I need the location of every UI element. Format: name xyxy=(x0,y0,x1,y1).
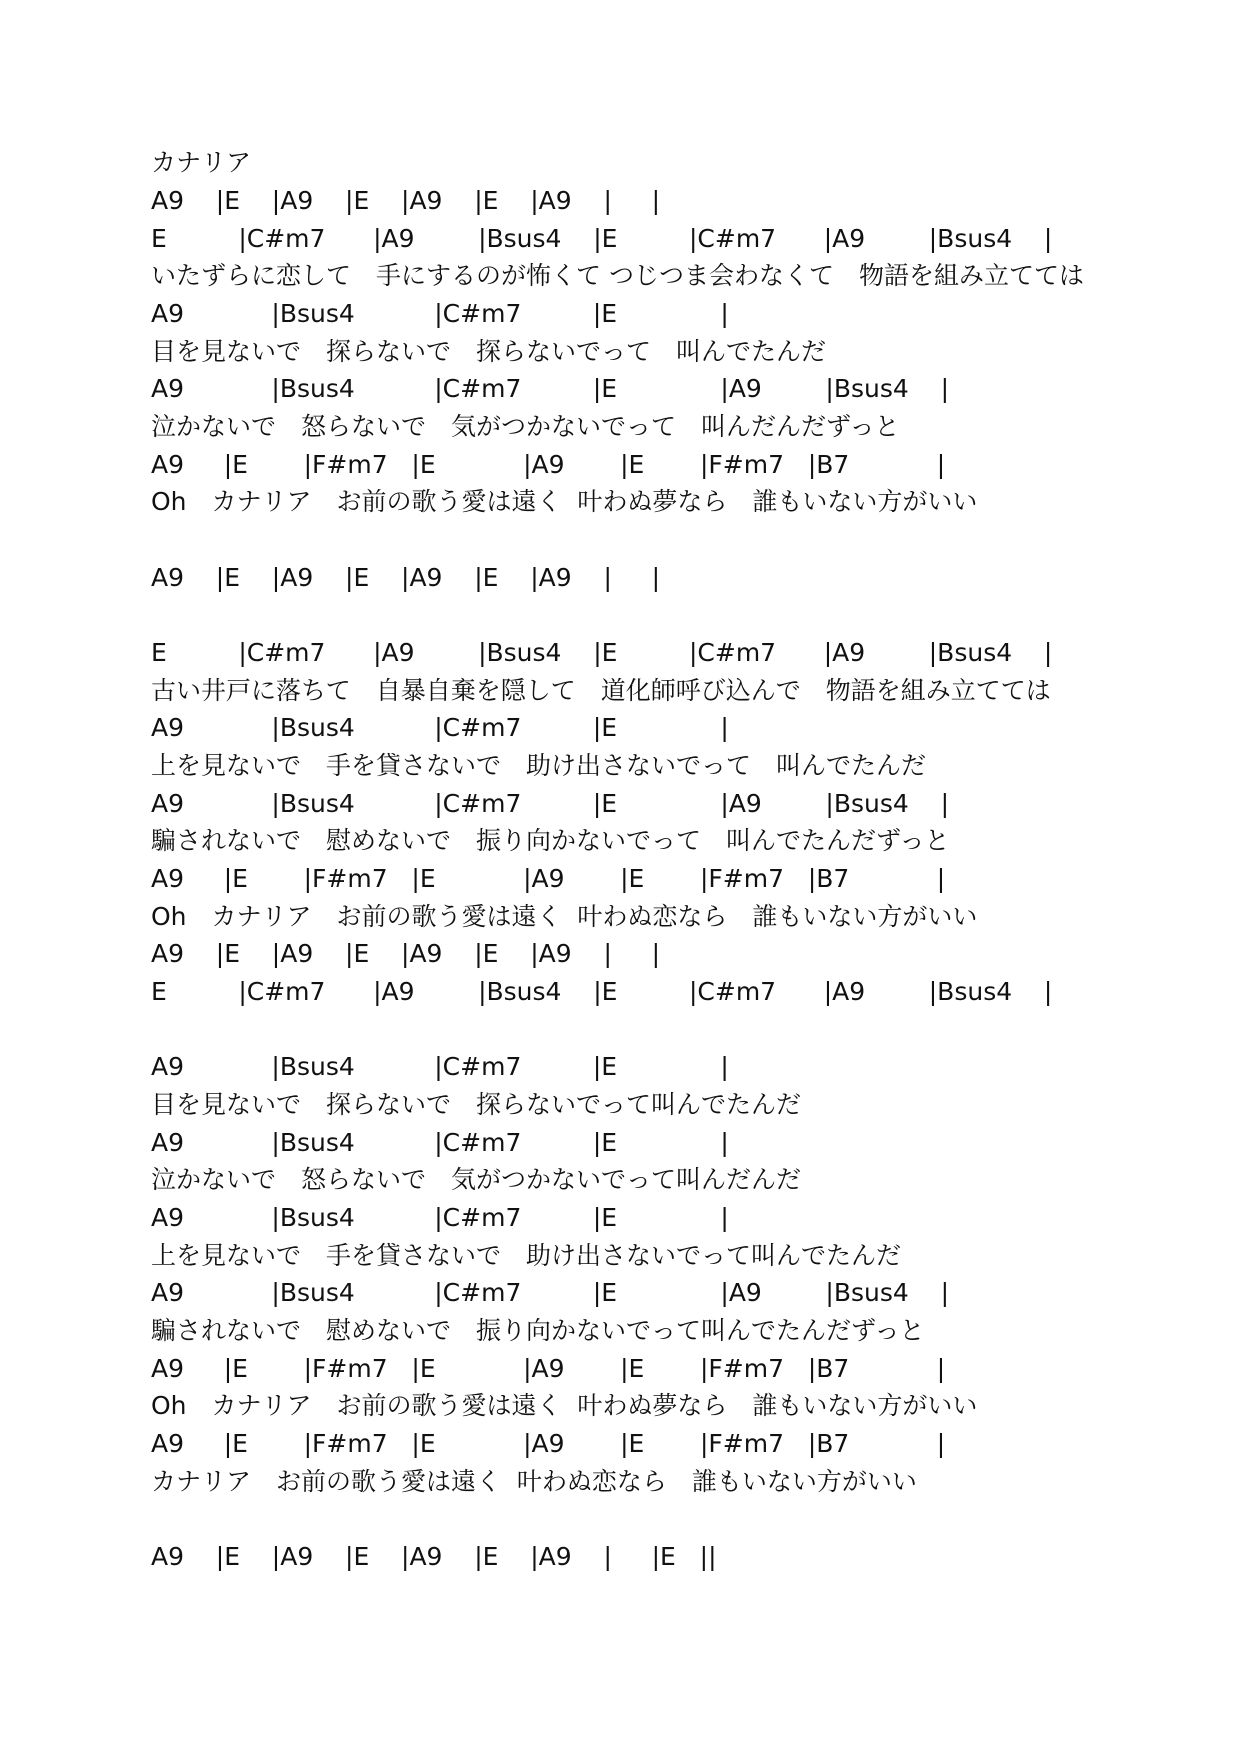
chord-line: E |C#m7 |A9 |Bsus4 |E |C#m7 |A9 |Bsus4 | xyxy=(151,638,1053,667)
chord-line: A9 |E |A9 |E |A9 |E |A9 | | xyxy=(151,186,661,215)
chord-line: A9 |E |A9 |E |A9 |E |A9 | | xyxy=(151,939,661,968)
chord-line: E |C#m7 |A9 |Bsus4 |E |C#m7 |A9 |Bsus4 | xyxy=(151,224,1053,253)
song-title: カナリア xyxy=(151,148,252,177)
chord-line: A9 |E |A9 |E |A9 |E |A9 | | xyxy=(151,563,661,592)
lyric-line: 目を見ないで 探らないで 探らないでって叫んでたんだ xyxy=(151,1090,802,1119)
lyric-line: いたずらに恋して 手にするのが怖くて つじつま会わなくて 物語を組み立てては xyxy=(151,261,1084,290)
lyric-line: 泣かないで 怒らないで 気がつかないでって叫んだんだ xyxy=(151,1165,802,1194)
chord-line: A9 |Bsus4 |C#m7 |E |A9 |Bsus4 | xyxy=(151,1278,949,1307)
chord-line: A9 |Bsus4 |C#m7 |E |A9 |Bsus4 | xyxy=(151,374,949,403)
lyric-line: 目を見ないで 探らないで 探らないでって 叫んでたんだ xyxy=(151,337,827,366)
lyric-line: Oh カナリア お前の歌う愛は遠く 叶わぬ夢なら 誰もいない方がいい xyxy=(151,487,978,516)
lyric-line: 古い井戸に落ちて 自暴自棄を隠して 道化師呼び込んで 物語を組み立てては xyxy=(151,676,1051,705)
chord-line: A9 |Bsus4 |C#m7 |E | xyxy=(151,299,729,328)
chord-line: A9 |E |F#m7 |E |A9 |E |F#m7 |B7 | xyxy=(151,1429,946,1458)
chord-line: E |C#m7 |A9 |Bsus4 |E |C#m7 |A9 |Bsus4 | xyxy=(151,977,1053,1006)
chord-line: A9 |E |F#m7 |E |A9 |E |F#m7 |B7 | xyxy=(151,450,946,479)
chord-line: A9 |Bsus4 |C#m7 |E | xyxy=(151,1203,729,1232)
lyric-line: 上を見ないで 手を貸さないで 助け出さないでって 叫んでたんだ xyxy=(151,751,927,780)
lyric-line: Oh カナリア お前の歌う愛は遠く 叶わぬ夢なら 誰もいない方がいい xyxy=(151,1391,978,1420)
chord-line: A9 |Bsus4 |C#m7 |E |A9 |Bsus4 | xyxy=(151,789,949,818)
chord-line: A9 |Bsus4 |C#m7 |E | xyxy=(151,1052,729,1081)
chord-line: A9 |Bsus4 |C#m7 |E | xyxy=(151,713,729,742)
lyric-line: Oh カナリア お前の歌う愛は遠く 叶わぬ恋なら 誰もいない方がいい xyxy=(151,902,978,931)
lyric-line: 上を見ないで 手を貸さないで 助け出さないでって叫んでたんだ xyxy=(151,1241,902,1270)
chord-line: A9 |E |F#m7 |E |A9 |E |F#m7 |B7 | xyxy=(151,864,946,893)
lyric-line: 泣かないで 怒らないで 気がつかないでって 叫んだんだずっと xyxy=(151,412,900,441)
chord-line: A9 |E |A9 |E |A9 |E |A9 | |E || xyxy=(151,1542,717,1571)
lyric-line: 騙されないで 慰めないで 振り向かないでって叫んでたんだずっと xyxy=(151,1316,925,1345)
lyric-line: 騙されないで 慰めないで 振り向かないでって 叫んでたんだずっと xyxy=(151,826,950,855)
lyric-line: カナリア お前の歌う愛は遠く 叶わぬ恋なら 誰もいない方がいい xyxy=(151,1467,917,1496)
chord-line: A9 |Bsus4 |C#m7 |E | xyxy=(151,1128,729,1157)
chord-line: A9 |E |F#m7 |E |A9 |E |F#m7 |B7 | xyxy=(151,1354,946,1383)
